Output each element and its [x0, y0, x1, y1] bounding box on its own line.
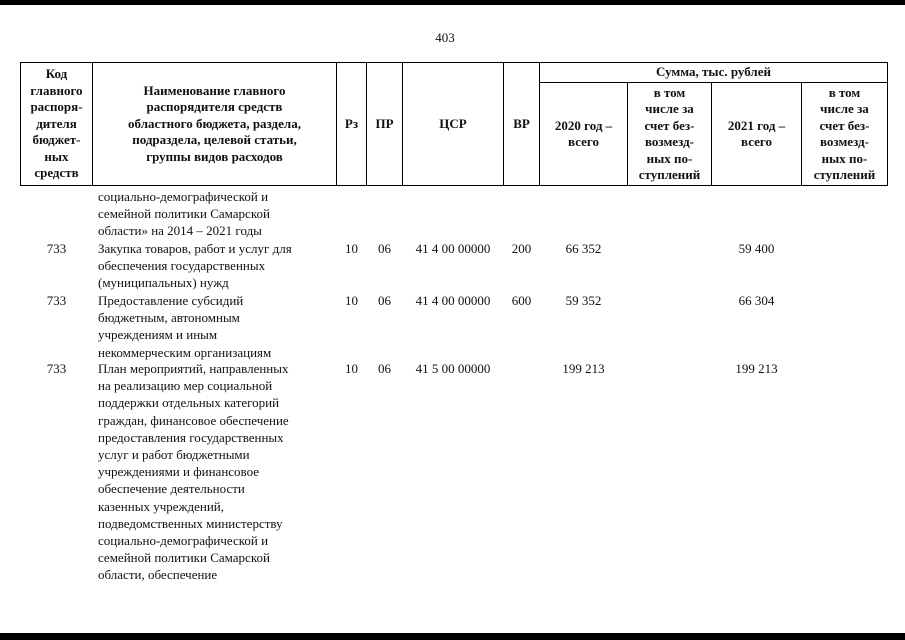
row-3-2021-total: 199 213 — [735, 361, 778, 376]
row-1-2021-total: 59 400 — [738, 241, 775, 256]
row-3-2020-total: 199 213 — [562, 361, 605, 376]
row-3-name: План мероприятий, направленных на реализацию мер социальной поддержки отдельных категорий граждан, финансовое обеспечение предоставления государственных услуг и работ бюджетными учреждениями и финансовое обеспечение деятельности казенных учреждений, подведомственных министерству социально-демографической и семейной политики Самарской области, обеспечение — [98, 361, 289, 583]
row-3-code: 733 — [46, 361, 67, 376]
row-3-rz: 10 — [345, 361, 358, 376]
header-csr: ЦСР — [402, 62, 504, 186]
row-1-rz: 10 — [345, 241, 358, 256]
header-sum: Сумма, тыс. рублей — [539, 62, 888, 83]
header-pr: ПР — [366, 62, 403, 186]
bottom-border — [0, 633, 905, 640]
row-2-name: Предоставление субсидий бюджетным, автономным учреждениям и иным некоммерческим организациям — [98, 293, 272, 360]
row-0-name: социально-демографической и семейной политики Самарской области» на 2014 – 2021 годы — [98, 189, 270, 239]
page-number: 403 — [435, 30, 455, 45]
row-2-2021-total: 66 304 — [738, 293, 775, 308]
header-name: Наименование главного распорядителя средств областного бюджета, раздела, подраздела, целевой статьи, группы видов расходов — [92, 62, 337, 186]
row-1-name: Закупка товаров, работ и услуг для обеспечения государственных (муниципальных) нужд — [98, 241, 292, 291]
header-2021-gratuitous: в том числе за счет без- возмезд- ных по- ступлений — [801, 82, 888, 186]
row-2-csr: 41 4 00 00000 — [415, 293, 491, 308]
row-1-code: 733 — [46, 241, 67, 256]
row-1-pr: 06 — [378, 241, 391, 256]
row-2-code: 733 — [46, 293, 67, 308]
row-3-csr: 41 5 00 00000 — [415, 361, 491, 376]
row-1-2020-total: 66 352 — [565, 241, 602, 256]
row-1-vr: 200 — [511, 241, 532, 256]
row-2-2020-total: 59 352 — [565, 293, 602, 308]
row-3-pr: 06 — [378, 361, 391, 376]
row-1-csr: 41 4 00 00000 — [415, 241, 491, 256]
row-2-pr: 06 — [378, 293, 391, 308]
header-2020-gratuitous: в том числе за счет без- возмезд- ных по- ступлений — [627, 82, 712, 186]
header-vr: ВР — [503, 62, 540, 186]
header-rz: Рз — [336, 62, 367, 186]
row-2-rz: 10 — [345, 293, 358, 308]
header-2021-total: 2021 год – всего — [711, 82, 802, 186]
row-2-vr: 600 — [511, 293, 532, 308]
header-code: Код главного распоря- дителя бюджет- ных средств — [20, 62, 93, 186]
header-2020-total: 2020 год – всего — [539, 82, 628, 186]
top-border — [0, 0, 905, 5]
